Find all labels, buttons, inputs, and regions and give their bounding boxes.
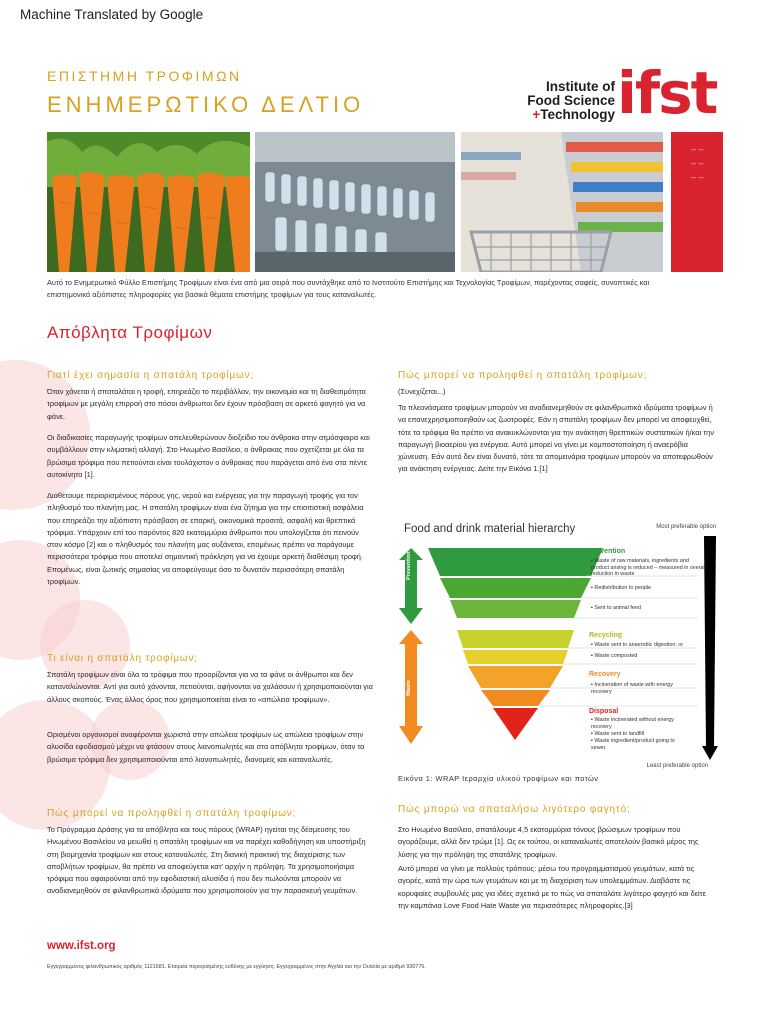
level-prevention-item: ▪ Redistribution to people <box>591 585 652 591</box>
pyramid-recycling-band-1 <box>457 630 574 648</box>
footer-registration: Εγγεγραμμένος φιλανθρωπικός αριθμός 1121681. Εταιρεία περιορισμένης ευθύνης με εγγύηση. Εγγεγραμμένος στην Αγγλία και την Ουαλία με αριθμό 930776. <box>47 964 426 970</box>
logo-line-3: Technology <box>540 107 615 122</box>
header-title: ΕΝΗΜΕΡΩΤΙΚΟ ΔΕΛΤΙΟ <box>47 92 365 117</box>
pyramid-prevention-band-3 <box>450 600 581 618</box>
paragraph: Ορισμένοι οργανισμοί αναφέρονται χωριστά στην απώλεια τροφίμων ως απώλεια τροφίμων στην αλυσίδα εφοδιασμού μέχρι να φτάσουν στους λιανοπωλητές και στα απόβλητα τροφίμων, όταν τα βρώσιμα τρόφιμα δεν χρησιμοποιούνται από λιανοπωλητές, διανομείς και καταναλωτές. <box>47 730 365 764</box>
least-preferable-label: Least preferable option <box>646 763 708 769</box>
paragraph: Στο Ηνωμένο Βασίλειο, σπατάλουμε 4,5 εκατομμύρια τόνους βρώσιμων τροφίμων που αγοράζουμε, αλλά δεν τρώμε [1]. Ως εκ τούτου, οι καταναλωτές αποτελούν βασικό μέρος της λύσης για την πρόληψη της σπατάλης τροφίμων. <box>398 825 699 859</box>
paragraph: Τα πλεονάσματα τροφίμων μπορούν να αναδιανεμηθούν σε φιλανθρωπικά ιδρύματα τροφίμων ή να επανεχρησιμοποιηθούν ως ζωοτροφές. Εάν η σπατάλη τροφίμων δεν μπορεί να αποφευχθεί, τότε τα τρόφιμα θα πρέπει να ανακυκλώνονται για την ανάκτηση θρεπτικών συστατικών ή/και την παραγωγή βιοαερίου για ενέργεια. Αυτό μπορεί να γίνει με κομποστοποίηση ή αναερόβια χώνευση. Εάν αυτό δεν είναι δυνατό, τότε τα απομεινάρια τροφίμων μπορούν να αποτεφρωθούν για ανάκτηση ενέργειας. Δείτε την Εικόνα 1.[1] <box>398 403 714 474</box>
pyramid-prevention-band-1 <box>428 548 603 576</box>
section-title: Απόβλητα Τροφίμων <box>47 323 213 342</box>
ifst-logo-mark: ifst <box>617 59 717 127</box>
level-disposal-label: Disposal <box>589 708 619 715</box>
pyramid-disposal-band <box>493 708 538 740</box>
pyramid-recovery-band-1 <box>468 666 563 688</box>
pyramid-recovery-band-2 <box>481 690 550 706</box>
level-disposal-item: ▪ Waste sent to landfill <box>591 731 644 737</box>
logo-plus: + <box>532 107 541 122</box>
paragraph: Το Πρόγραμμα Δράσης για τα απόβλητα και τους πόρους (WRAP) ηγείται της δέσμευσης του Ηνωμένου Βασιλείου να μειωθεί η σπατάλη τροφίμων και να παρέχει καθοδήγηση και υποστήριξη στη βιομηχανία τροφίμων και στους καταναλωτές. Στη διανική πρακτική της διαχείρισης των αποβλήτων τροφίμων, θα πρέπει να αποφεύγεται κατ' αρχήν η πρόληψη. Τα χρησιμοποιήσιμα τρόφιμα που αφαιρούνται από την εφοδιαστική αλυσίδα ή που δεν πωλούνται μπορούν να αναδιανεμηθούν σε φιλανθρωπικά ιδρύματα που χρησιμοποιούν για την παρασκευή γευμάτων. <box>47 825 366 896</box>
decorative-dashes: – – – – – – <box>691 144 704 182</box>
decorative-red-bar <box>671 132 723 272</box>
level-recovery-label: Recovery <box>589 671 621 678</box>
level-disposal-item: ▪ Waste ingredient/product going to sewer <box>591 738 675 751</box>
level-recovery-item: ▪ Incineration of waste with energy recovery <box>591 682 673 695</box>
translation-banner-text: Machine Translated by Google <box>20 7 204 22</box>
translation-banner <box>0 0 768 30</box>
most-preferable-label: Most preferable option <box>656 524 716 530</box>
level-prevention-item: ▪ Waste of raw materials, ingredients and product arising is reduced – measured in overall reduction in waste <box>591 558 706 578</box>
paragraph: Όταν χάνεται ή σπαταλάται η τροφή, επηρεάζει το περιβάλλον, την οικονομία και τη διαθεσιμότητα τροφίμων με μεγάλη επιρροή στο πόσοι άνθρωποι δεν έχουν πρόσβαση σε αρκετό φαγητό για να φάνε. <box>47 387 366 421</box>
figure-caption: Εικόνα 1: WRAP Ιεραρχία υλικού τροφίμων και ποτών <box>398 774 599 783</box>
heading-how-prevent: Πώς μπορεί να προληφθεί η σπατάλη τροφίμων; <box>47 808 297 819</box>
paragraph: Σπατάλη τροφίμων είναι όλα τα τρόφιμα που προορίζονται για να τα φάνε οι άνθρωποι και δεν καταναλώνονται. Αντί για αυτό χάνονται, πετιούνται, αφήνονται να χαλάσουν ή χρησιμοποιούνται για άλλους σκοπούς. Ένας άλλος όρος που χρησιμοποιείται είναι το «απώλεια τροφίμων». <box>47 670 373 704</box>
side-label-waste: Waste <box>406 680 412 696</box>
header-subtitle: ΕΠΙΣΤΗΜΗ ΤΡΟΦΙΜΩΝ <box>47 68 242 84</box>
intro-text: Αυτό το Ενημερωτικό Φύλλο Επιστήμης Τροφίμων είναι ένα από μια σειρά που συντάχθηκε από το Ινστιτούτο Επιστήμης και Τεχνολογίας Τροφίμων, παρέχοντας σαφείς, συνοπτικές και επιστημονικά αξιόπιστες πληροφορίες για βασικά θέματα επιστήμης τροφίμων για τους καταναλωτές. <box>47 278 650 299</box>
paragraph: Οι διαδικασίες παραγωγής τροφίμων απελευθερώνουν διοξείδιο του άνθρακα στην ατμόσφαιρα και συμβάλλουν στην κλιματική αλλαγή. Στο Ηνωμένο Βασίλειο, ο άνθρακας που σχετίζεται με όλα τα βρώσιμα τρόφιμα που πετιούνται είναι τουλάχιστον ο άνθρακας που παράγεται από ένα στα πέντε αυτοκίνητα [1]. <box>47 433 370 479</box>
carrots-photo <box>47 132 250 272</box>
bottling-line-photo <box>255 132 455 272</box>
level-prevention-label: Prevention <box>589 548 626 555</box>
level-disposal-item: ▪ Waste incinerated without energy recovery <box>591 717 674 730</box>
logo-line-2: Food Science <box>527 93 615 108</box>
level-recycling-label: Recycling <box>589 632 623 639</box>
continued-note: (Συνεχίζεται...) <box>398 387 446 396</box>
pyramid-recycling-band-2 <box>463 650 568 664</box>
level-recycling-item: ▪ Waste composted <box>591 653 638 659</box>
heading-what-is: Τι είναι η σπατάλη τροφίμων; <box>47 653 198 664</box>
heading-how-waste-less: Πώς μπορώ να σπαταλήσω λιγότερο φαγητό; <box>398 804 631 815</box>
paragraph: Αυτό μπορεί να γίνει με πολλούς τρόπους: μέσω του προγραμματισμού γευμάτων, κατά τις αγορές, κατά την ώρα των γευμάτων και με τη διαχείριση των υπολειμμάτων. Διαβάστε τις κορυφαίες συμβουλές μας για ιδέες σχετικά με το πώς να σπαταλάτε λιγότερο φαγητό και δείτε την καμπάνια Love Food Hate Waste για περισσότερες πληροφορίες.[3] <box>398 864 706 910</box>
food-waste-hierarchy-diagram <box>398 518 718 773</box>
website-link[interactable]: www.ifst.org <box>47 940 116 952</box>
level-prevention-item: ▪ Sent to animal feed <box>591 605 641 611</box>
heading-why-matters: Γιατί έχει σημασία η σπατάλη τροφίμων; <box>47 370 255 381</box>
side-label-prevention: Prevention <box>406 551 412 580</box>
level-recycling-item: ▪ Waste sent to anaerobic digestion; or <box>591 642 684 648</box>
supermarket-aisle-photo <box>461 132 663 272</box>
ifst-logo-text <box>517 80 615 122</box>
logo-line-1: Institute of <box>546 79 615 94</box>
pyramid-prevention-band-2 <box>440 578 591 598</box>
diagram-title: Food and drink material hierarchy <box>404 523 576 535</box>
heading-how-prevent-cont: Πώς μπορεί να προληφθεί η σπατάλη τροφίμων; <box>398 370 648 381</box>
paragraph: Διαθέτουμε περιορισμένους πόρους γης, νερού και ενέργειας για την παραγωγή τροφής για τον πληθυσμό του πλανήτη μας. Η σπατάλη τροφίμων είναι ένα ζήτημα για την επισιτιστική ασφάλεια που επηρεάζει την αξιόπιστη πρόσβαση σε επαρκή, οικονομικά προσιτά, ασφαλή και θρεπτικά τρόφιμα. Υπάρχουν επί του παρόντος 820 εκατομμύρια άνθρωποι που υπολογίζεται ότι πεινούν στον κόσμο [2] και ο πληθυσμός του πλανήτη μας αυξάνεται, επομένως πρέπει να παράγουμε περισσότερα τρόφιμα που αποτελεί σημαντική πρόκληση για να έχουμε αρκετή διαθέσιμη τροφή. Επομένως, είναι ζωτικής σημασίας να αποφεύγουμε όσο το δυνατόν περισσότερη σπατάλη τροφίμων. <box>47 491 364 587</box>
